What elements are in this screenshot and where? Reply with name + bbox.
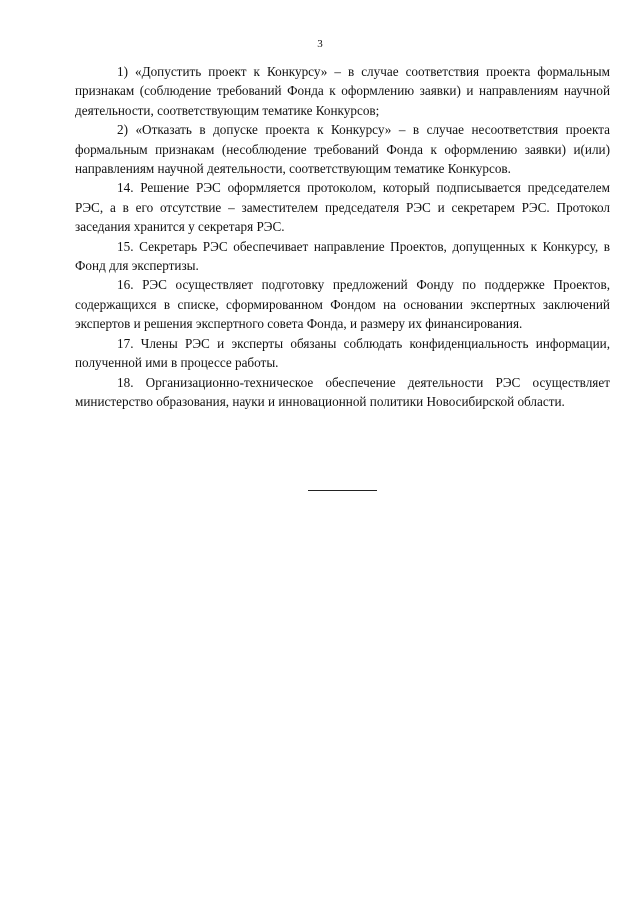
paragraph-clause-18: 18. Организационно-техническое обеспечение деятельности РЭС осуществляет министерство образования, науки и инновационной политики Новосибирской области.: [75, 374, 610, 409]
document-body: [75, 62, 610, 411]
paragraph-item-2-refuse: 2) «Отказать в допуске проекта к Конкурсу» – в случае несоответствия проекта формальным признакам (несоблюдение требований Фонда к оформлению заявки) и(или) направлениям научной деятельности, соответствующим тематике Конкурсов.: [75, 122, 610, 177]
closing-divider-line: [308, 490, 377, 491]
paragraph-clause-17: 17. Члены РЭС и эксперты обязаны соблюдать конфиденциальность информации, полученной ими в процессе работы.: [75, 335, 610, 371]
page-number: 3: [317, 38, 323, 50]
paragraph-clause-16: 16. РЭС осуществляет подготовку предложений Фонду по поддержке Проектов, содержащихся в списке, сформированном Фондом на основании экспертных заключений экспертов и решения экспертного совета Фонда, и размеру их финансирования.: [75, 277, 610, 332]
paragraph-clause-14: 14. Решение РЭС оформляется протоколом, который подписывается председателем РЭС, а в его отсутствие – заместителем председателя РЭС и секретарем РЭС. Протокол заседания хранится у секретаря РЭС.: [75, 180, 610, 235]
paragraph-clause-15: 15. Секретарь РЭС обеспечивает направление Проектов, допущенных к Конкурсу, в Фонд для экспертизы.: [75, 238, 610, 274]
paragraph-item-1-admit: 1) «Допустить проект к Конкурсу» – в случае соответствия проекта формальным признакам (соблюдение требований Фонда к оформлению заявки) и направлениям научной деятельности, соответствующим тематике Конкурсов;: [75, 64, 610, 118]
